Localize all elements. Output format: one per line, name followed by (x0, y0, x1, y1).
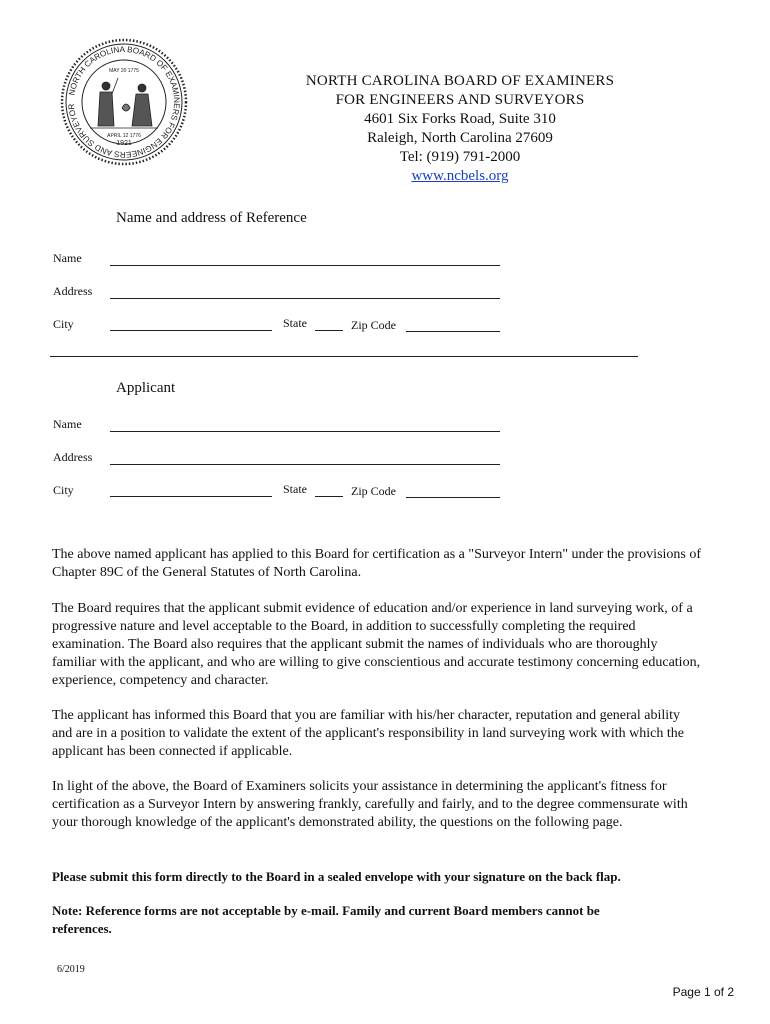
reference-city-field[interactable] (110, 330, 272, 331)
section-divider (50, 356, 638, 357)
paragraph-familiarity: The applicant has informed this Board that you are familiar with his/her character, reputation and general ability and are in a position to validate the extent of the applicant's responsibility in land surveying work with which the applicant has been connected if applicable. (52, 708, 684, 759)
reference-section-title: Name and address of Reference (116, 210, 307, 226)
applicant-address-label: Address (53, 450, 93, 464)
applicant-name-field[interactable] (110, 431, 500, 432)
org-name-line1: NORTH CAROLINA BOARD OF EXAMINERS (305, 73, 615, 89)
applicant-zip-field[interactable] (406, 497, 500, 498)
applicant-state-label: State (283, 482, 307, 496)
address-line1: 4601 Six Forks Road, Suite 310 (364, 111, 556, 127)
phone: Tel: (919) 791-2000 (399, 149, 521, 165)
reference-name-field[interactable] (110, 265, 500, 266)
applicant-city-label: City (53, 483, 74, 497)
reference-address-field[interactable] (110, 298, 500, 299)
board-seal (60, 38, 188, 166)
applicant-city-field[interactable] (110, 496, 272, 497)
page-number: Page 1 of 2 (672, 985, 734, 999)
reference-state-label: State (283, 316, 307, 330)
paragraph-email-note: Note: Reference forms are not acceptable by e-mail. Family and current Board members cannot be references. (52, 903, 600, 936)
seal-date-top: MAY 20 1775 (109, 68, 139, 74)
applicant-zip-label: Zip Code (351, 484, 396, 498)
paragraph-submission-instructions: Please submit this form directly to the Board in a sealed envelope with your signature on the back flap. (52, 869, 621, 884)
reference-zip-label: Zip Code (351, 318, 396, 332)
paragraph-board-requirements: The Board requires that the applicant submit evidence of education and/or experience in land surveying work, of a progressive nature and level acceptable to the Board, in addition to successfully completing the required examination. The Board also requires that the applicant submit the names of individuals who are thoroughly familiar with the applicant, and who are willing to give conscientious and accurate testimony concerning education, experience, competency and character. (52, 601, 701, 688)
reference-name-label: Name (53, 251, 82, 265)
paragraph-application-notice: The above named applicant has applied to this Board for certification as a "Surveyor Intern" under the provisions of Chapter 89C of the General Statutes of North Carolina. (52, 547, 702, 580)
seal-ring-text: NORTH CAROLINA BOARD OF EXAMINERS FOR ENGINEERS AND SURVEYOR (66, 44, 182, 160)
applicant-state-field[interactable] (315, 496, 343, 497)
letterhead (250, 72, 670, 186)
reference-address-label: Address (53, 284, 93, 298)
reference-state-field[interactable] (315, 330, 343, 331)
seal-date-bottom: APRIL 12 1776 (107, 133, 141, 139)
revision-date: 6/2019 (57, 964, 85, 975)
address-line2: Raleigh, North Carolina 27609 (367, 130, 553, 146)
reference-zip-field[interactable] (406, 331, 500, 332)
applicant-name-label: Name (53, 417, 82, 431)
applicant-address-field[interactable] (110, 464, 500, 465)
reference-city-label: City (53, 317, 74, 331)
applicant-section-title: Applicant (116, 380, 176, 396)
paragraph-solicitation: In light of the above, the Board of Examiners solicits your assistance in determining the applicant's fitness for certification as a Surveyor Intern by answering frankly, carefully and fairly, and to the degree commensurate with your thorough knowledge of the applicant's demonstrated ability, the questions on the following page. (52, 779, 688, 830)
seal-year: 1921 (116, 140, 132, 147)
website-link[interactable]: www.ncbels.org (411, 168, 509, 184)
org-name-line2: FOR ENGINEERS AND SURVEYORS (335, 92, 585, 108)
